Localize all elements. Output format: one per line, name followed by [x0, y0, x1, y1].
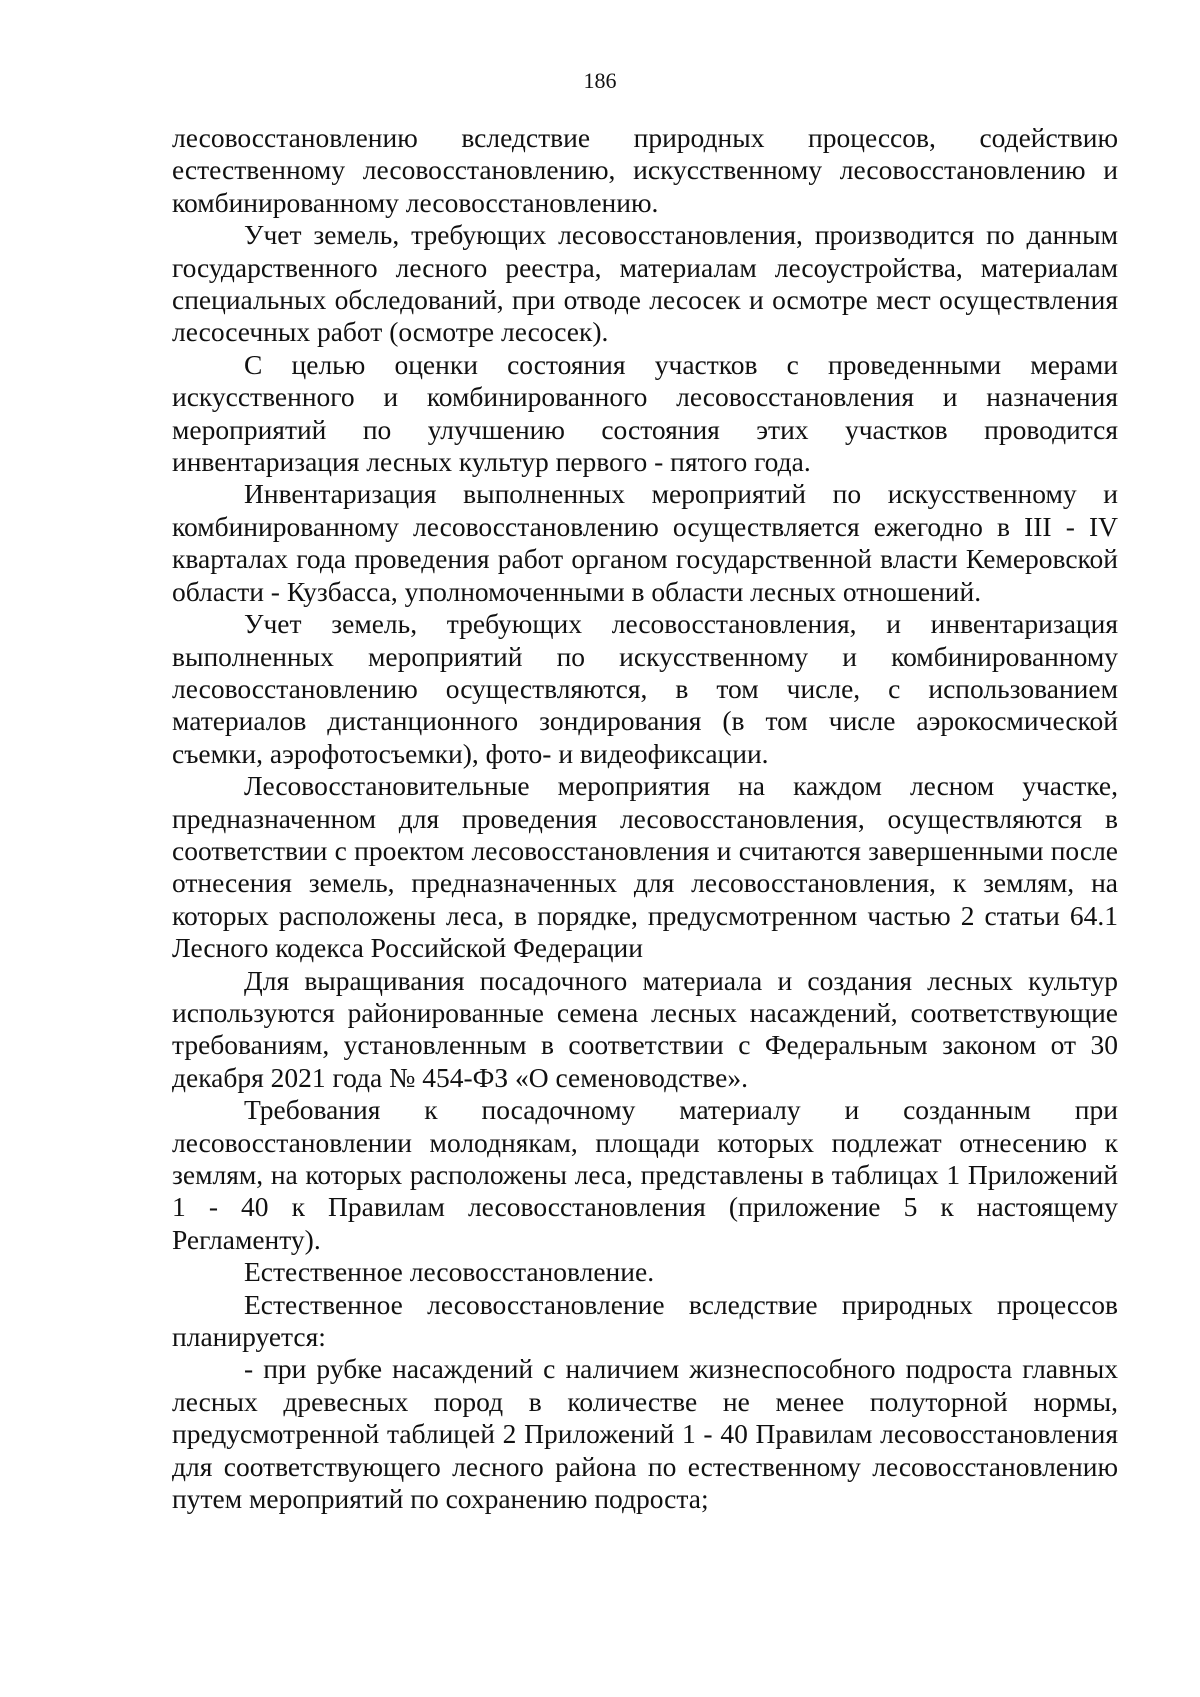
- section-heading-natural-reforestation: Естественное лесовосстановление.: [244, 1256, 655, 1288]
- paragraph-requirements: Требования к посадочному материалу и созданным при лесовосстановлении молоднякам, площади которых подлежат отнесению к землям, на которых расположены леса, представлены в таблицах 1 Приложений 1 - 40 к Правилам лесовосстановления (приложение 5 к настоящему Регламенту).: [172, 1094, 1118, 1255]
- paragraph-remote-sensing: Учет земель, требующих лесовосстановления, и инвентаризация выполненных мероприятий по искусственному и комбинированному лесовосстановлению осуществляются, в том числе, с использованием материалов дистанционного зондирования (в том числе аэрокосмической съемки, аэрофотосъемки), фото- и видеофиксации.: [172, 608, 1118, 769]
- body-text: [172, 122, 1118, 1515]
- paragraph-natural-planning: Естественное лесовосстановление вследствие природных процессов планируется:: [172, 1288, 1118, 1353]
- paragraph-land-accounting: Учет земель, требующих лесовосстановления, производится по данным государственного лесного реестра, материалам лесоустройства, материалам специальных обследований, при отводе лесосек и осмотре мест осуществления лесосечных работ (осмотре лесосек).: [172, 219, 1118, 348]
- page-number: 186: [583, 68, 617, 93]
- list-item-undergrowth: - при рубке насаждений с наличием жизнеспособного подроста главных лесных древесных пород в количестве не менее полуторной нормы, предусмотренной таблицей 2 Приложений 1 - 40 Правилам лесовосстановления для соответствующего лесного района по естественному лесовосстановлению путем мероприятий по сохранению подроста;: [172, 1353, 1118, 1515]
- paragraph-inventory-purpose: С целью оценки состояния участков с проведенными мерами искусственного и комбинированного лесовосстановления и назначения мероприятий по улучшению состояния этих участков проводится инвентаризация лесных культур первого - пятого года.: [172, 348, 1118, 478]
- paragraph-completion: Лесовосстановительные мероприятия на каждом лесном участке, предназначенном для проведения лесовосстановления, осуществляются в соответствии с проектом лесовосстановления и считаются завершенными после отнесения земель, предназначенных для лесовосстановления, к землям, на которых расположены леса, в порядке, предусмотренном частью 2 статьи 64.1 Лесного кодекса Российской Федерации: [172, 770, 1118, 964]
- paragraph-inventory-schedule: Инвентаризация выполненных мероприятий по искусственному и комбинированному лесовосстановлению осуществляется ежегодно в III - IV кварталах года проведения работ органом государственной власти Кемеровской области - Кузбасса, уполномоченными в области лесных отношений.: [172, 478, 1118, 607]
- paragraph-seeds: Для выращивания посадочного материала и создания лесных культур используются районированные семена лесных насаждений, соответствующие требованиям, установленным в соответствии с Федеральным законом от 30 декабря 2021 года № 454-ФЗ «О семеноводстве».: [172, 964, 1118, 1093]
- paragraph-continuation: лесовосстановлению вследствие природных процессов, содействию естественному лесовосстановлению, искусственному лесовосстановлению и комбинированному лесовосстановлению.: [172, 122, 1118, 218]
